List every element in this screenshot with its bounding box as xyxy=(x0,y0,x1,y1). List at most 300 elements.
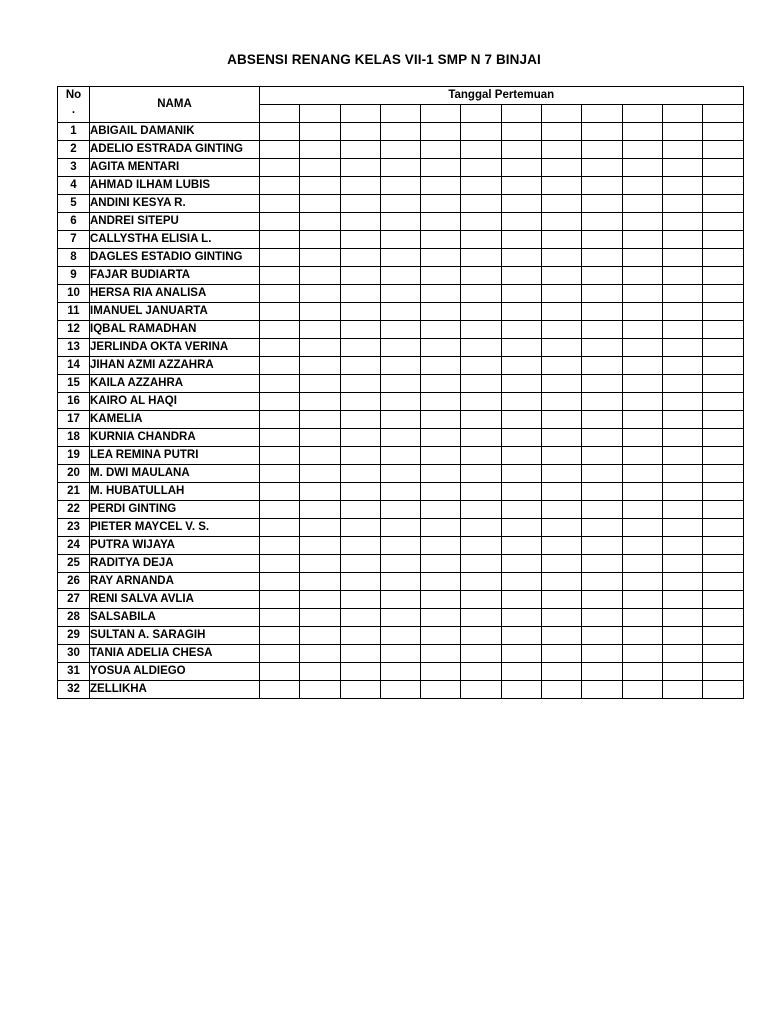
attendance-cell[interactable] xyxy=(421,429,461,447)
attendance-cell[interactable] xyxy=(501,483,541,501)
attendance-cell[interactable] xyxy=(340,339,380,357)
attendance-cell[interactable] xyxy=(380,645,420,663)
attendance-cell[interactable] xyxy=(662,429,702,447)
attendance-cell[interactable] xyxy=(461,339,501,357)
attendance-cell[interactable] xyxy=(380,123,420,141)
attendance-cell[interactable] xyxy=(260,123,300,141)
attendance-cell[interactable] xyxy=(662,123,702,141)
attendance-cell[interactable] xyxy=(421,249,461,267)
attendance-cell[interactable] xyxy=(542,303,582,321)
attendance-cell[interactable] xyxy=(662,375,702,393)
attendance-cell[interactable] xyxy=(421,195,461,213)
attendance-cell[interactable] xyxy=(380,159,420,177)
attendance-cell[interactable] xyxy=(622,501,662,519)
attendance-cell[interactable] xyxy=(300,555,340,573)
attendance-cell[interactable] xyxy=(501,177,541,195)
attendance-cell[interactable] xyxy=(300,339,340,357)
attendance-cell[interactable] xyxy=(300,213,340,231)
attendance-cell[interactable] xyxy=(300,285,340,303)
attendance-cell[interactable] xyxy=(703,231,743,249)
attendance-cell[interactable] xyxy=(260,159,300,177)
attendance-cell[interactable] xyxy=(703,465,743,483)
attendance-cell[interactable] xyxy=(340,627,380,645)
attendance-cell[interactable] xyxy=(380,357,420,375)
attendance-cell[interactable] xyxy=(421,123,461,141)
attendance-cell[interactable] xyxy=(461,447,501,465)
attendance-cell[interactable] xyxy=(421,537,461,555)
attendance-cell[interactable] xyxy=(380,591,420,609)
attendance-cell[interactable] xyxy=(461,285,501,303)
attendance-cell[interactable] xyxy=(421,375,461,393)
attendance-cell[interactable] xyxy=(380,627,420,645)
attendance-cell[interactable] xyxy=(421,303,461,321)
attendance-cell[interactable] xyxy=(703,249,743,267)
attendance-cell[interactable] xyxy=(622,141,662,159)
attendance-cell[interactable] xyxy=(501,429,541,447)
attendance-cell[interactable] xyxy=(340,663,380,681)
attendance-cell[interactable] xyxy=(582,447,622,465)
attendance-cell[interactable] xyxy=(260,555,300,573)
attendance-cell[interactable] xyxy=(542,123,582,141)
attendance-cell[interactable] xyxy=(703,627,743,645)
attendance-cell[interactable] xyxy=(622,573,662,591)
attendance-cell[interactable] xyxy=(421,393,461,411)
attendance-cell[interactable] xyxy=(501,141,541,159)
attendance-cell[interactable] xyxy=(582,303,622,321)
attendance-cell[interactable] xyxy=(662,411,702,429)
attendance-cell[interactable] xyxy=(582,231,622,249)
attendance-cell[interactable] xyxy=(703,213,743,231)
attendance-cell[interactable] xyxy=(380,681,420,699)
attendance-cell[interactable] xyxy=(582,195,622,213)
attendance-cell[interactable] xyxy=(703,555,743,573)
attendance-cell[interactable] xyxy=(260,411,300,429)
attendance-cell[interactable] xyxy=(340,177,380,195)
attendance-cell[interactable] xyxy=(662,555,702,573)
attendance-cell[interactable] xyxy=(300,393,340,411)
attendance-cell[interactable] xyxy=(300,267,340,285)
attendance-cell[interactable] xyxy=(421,213,461,231)
attendance-cell[interactable] xyxy=(622,483,662,501)
date-header-cell[interactable] xyxy=(340,105,380,123)
date-header-cell[interactable] xyxy=(421,105,461,123)
attendance-cell[interactable] xyxy=(380,267,420,285)
attendance-cell[interactable] xyxy=(662,501,702,519)
attendance-cell[interactable] xyxy=(622,303,662,321)
attendance-cell[interactable] xyxy=(703,519,743,537)
attendance-cell[interactable] xyxy=(461,123,501,141)
attendance-cell[interactable] xyxy=(582,627,622,645)
attendance-cell[interactable] xyxy=(622,465,662,483)
attendance-cell[interactable] xyxy=(501,213,541,231)
attendance-cell[interactable] xyxy=(380,177,420,195)
attendance-cell[interactable] xyxy=(501,357,541,375)
attendance-cell[interactable] xyxy=(662,537,702,555)
attendance-cell[interactable] xyxy=(421,357,461,375)
attendance-cell[interactable] xyxy=(501,231,541,249)
attendance-cell[interactable] xyxy=(260,195,300,213)
attendance-cell[interactable] xyxy=(542,429,582,447)
attendance-cell[interactable] xyxy=(662,177,702,195)
attendance-cell[interactable] xyxy=(380,393,420,411)
attendance-cell[interactable] xyxy=(582,483,622,501)
attendance-cell[interactable] xyxy=(542,645,582,663)
attendance-cell[interactable] xyxy=(300,123,340,141)
attendance-cell[interactable] xyxy=(582,681,622,699)
attendance-cell[interactable] xyxy=(461,141,501,159)
attendance-cell[interactable] xyxy=(380,375,420,393)
attendance-cell[interactable] xyxy=(461,609,501,627)
attendance-cell[interactable] xyxy=(421,573,461,591)
attendance-cell[interactable] xyxy=(622,429,662,447)
attendance-cell[interactable] xyxy=(260,501,300,519)
attendance-cell[interactable] xyxy=(300,231,340,249)
attendance-cell[interactable] xyxy=(542,195,582,213)
attendance-cell[interactable] xyxy=(340,681,380,699)
attendance-cell[interactable] xyxy=(461,465,501,483)
attendance-cell[interactable] xyxy=(542,357,582,375)
attendance-cell[interactable] xyxy=(501,411,541,429)
attendance-cell[interactable] xyxy=(340,609,380,627)
attendance-cell[interactable] xyxy=(703,645,743,663)
attendance-cell[interactable] xyxy=(461,159,501,177)
attendance-cell[interactable] xyxy=(461,195,501,213)
attendance-cell[interactable] xyxy=(582,537,622,555)
attendance-cell[interactable] xyxy=(703,483,743,501)
attendance-cell[interactable] xyxy=(542,501,582,519)
attendance-cell[interactable] xyxy=(703,375,743,393)
attendance-cell[interactable] xyxy=(380,483,420,501)
attendance-cell[interactable] xyxy=(461,177,501,195)
attendance-cell[interactable] xyxy=(501,393,541,411)
attendance-cell[interactable] xyxy=(662,303,702,321)
attendance-cell[interactable] xyxy=(582,375,622,393)
attendance-cell[interactable] xyxy=(340,375,380,393)
attendance-cell[interactable] xyxy=(622,159,662,177)
attendance-cell[interactable] xyxy=(501,321,541,339)
attendance-cell[interactable] xyxy=(340,447,380,465)
attendance-cell[interactable] xyxy=(461,681,501,699)
attendance-cell[interactable] xyxy=(380,321,420,339)
attendance-cell[interactable] xyxy=(662,609,702,627)
attendance-cell[interactable] xyxy=(622,591,662,609)
attendance-cell[interactable] xyxy=(582,573,622,591)
attendance-cell[interactable] xyxy=(300,159,340,177)
attendance-cell[interactable] xyxy=(501,195,541,213)
date-header-cell[interactable] xyxy=(582,105,622,123)
attendance-cell[interactable] xyxy=(542,447,582,465)
attendance-cell[interactable] xyxy=(300,141,340,159)
attendance-cell[interactable] xyxy=(662,357,702,375)
attendance-cell[interactable] xyxy=(461,411,501,429)
attendance-cell[interactable] xyxy=(380,501,420,519)
attendance-cell[interactable] xyxy=(380,555,420,573)
attendance-cell[interactable] xyxy=(501,591,541,609)
attendance-cell[interactable] xyxy=(542,465,582,483)
attendance-cell[interactable] xyxy=(461,645,501,663)
attendance-cell[interactable] xyxy=(340,357,380,375)
attendance-cell[interactable] xyxy=(542,537,582,555)
attendance-cell[interactable] xyxy=(461,357,501,375)
attendance-cell[interactable] xyxy=(300,501,340,519)
attendance-cell[interactable] xyxy=(542,339,582,357)
attendance-cell[interactable] xyxy=(380,447,420,465)
attendance-cell[interactable] xyxy=(662,249,702,267)
attendance-cell[interactable] xyxy=(501,249,541,267)
attendance-cell[interactable] xyxy=(622,195,662,213)
attendance-cell[interactable] xyxy=(622,609,662,627)
attendance-cell[interactable] xyxy=(703,285,743,303)
attendance-cell[interactable] xyxy=(582,411,622,429)
attendance-cell[interactable] xyxy=(622,537,662,555)
attendance-cell[interactable] xyxy=(582,645,622,663)
attendance-cell[interactable] xyxy=(501,555,541,573)
attendance-cell[interactable] xyxy=(300,357,340,375)
attendance-cell[interactable] xyxy=(622,249,662,267)
attendance-cell[interactable] xyxy=(340,537,380,555)
attendance-cell[interactable] xyxy=(260,267,300,285)
attendance-cell[interactable] xyxy=(461,213,501,231)
attendance-cell[interactable] xyxy=(703,537,743,555)
date-header-cell[interactable] xyxy=(703,105,743,123)
date-header-cell[interactable] xyxy=(542,105,582,123)
attendance-cell[interactable] xyxy=(421,177,461,195)
attendance-cell[interactable] xyxy=(501,159,541,177)
attendance-cell[interactable] xyxy=(703,663,743,681)
attendance-cell[interactable] xyxy=(582,663,622,681)
attendance-cell[interactable] xyxy=(340,519,380,537)
attendance-cell[interactable] xyxy=(260,519,300,537)
attendance-cell[interactable] xyxy=(501,285,541,303)
attendance-cell[interactable] xyxy=(461,375,501,393)
attendance-cell[interactable] xyxy=(582,177,622,195)
attendance-cell[interactable] xyxy=(582,285,622,303)
attendance-cell[interactable] xyxy=(542,609,582,627)
attendance-cell[interactable] xyxy=(622,375,662,393)
date-header-cell[interactable] xyxy=(662,105,702,123)
attendance-cell[interactable] xyxy=(461,267,501,285)
attendance-cell[interactable] xyxy=(421,663,461,681)
attendance-cell[interactable] xyxy=(662,627,702,645)
attendance-cell[interactable] xyxy=(421,141,461,159)
attendance-cell[interactable] xyxy=(703,177,743,195)
attendance-cell[interactable] xyxy=(542,555,582,573)
attendance-cell[interactable] xyxy=(542,591,582,609)
attendance-cell[interactable] xyxy=(260,285,300,303)
attendance-cell[interactable] xyxy=(260,357,300,375)
attendance-cell[interactable] xyxy=(260,663,300,681)
attendance-cell[interactable] xyxy=(622,519,662,537)
attendance-cell[interactable] xyxy=(582,249,622,267)
attendance-cell[interactable] xyxy=(582,339,622,357)
attendance-cell[interactable] xyxy=(461,501,501,519)
attendance-cell[interactable] xyxy=(703,609,743,627)
attendance-cell[interactable] xyxy=(260,375,300,393)
attendance-cell[interactable] xyxy=(461,591,501,609)
attendance-cell[interactable] xyxy=(542,681,582,699)
attendance-cell[interactable] xyxy=(622,123,662,141)
attendance-cell[interactable] xyxy=(260,249,300,267)
attendance-cell[interactable] xyxy=(421,501,461,519)
attendance-cell[interactable] xyxy=(582,321,622,339)
attendance-cell[interactable] xyxy=(662,663,702,681)
attendance-cell[interactable] xyxy=(461,627,501,645)
attendance-cell[interactable] xyxy=(461,393,501,411)
attendance-cell[interactable] xyxy=(703,303,743,321)
attendance-cell[interactable] xyxy=(340,285,380,303)
attendance-cell[interactable] xyxy=(542,411,582,429)
attendance-cell[interactable] xyxy=(501,303,541,321)
attendance-cell[interactable] xyxy=(703,339,743,357)
attendance-cell[interactable] xyxy=(542,231,582,249)
attendance-cell[interactable] xyxy=(461,483,501,501)
attendance-cell[interactable] xyxy=(340,393,380,411)
attendance-cell[interactable] xyxy=(421,339,461,357)
attendance-cell[interactable] xyxy=(582,159,622,177)
attendance-cell[interactable] xyxy=(260,573,300,591)
attendance-cell[interactable] xyxy=(622,357,662,375)
attendance-cell[interactable] xyxy=(582,555,622,573)
attendance-cell[interactable] xyxy=(703,195,743,213)
attendance-cell[interactable] xyxy=(300,195,340,213)
attendance-cell[interactable] xyxy=(260,393,300,411)
attendance-cell[interactable] xyxy=(340,213,380,231)
attendance-cell[interactable] xyxy=(501,663,541,681)
attendance-cell[interactable] xyxy=(380,231,420,249)
attendance-cell[interactable] xyxy=(421,519,461,537)
attendance-cell[interactable] xyxy=(622,231,662,249)
attendance-cell[interactable] xyxy=(461,429,501,447)
attendance-cell[interactable] xyxy=(542,483,582,501)
attendance-cell[interactable] xyxy=(300,429,340,447)
date-header-cell[interactable] xyxy=(501,105,541,123)
attendance-cell[interactable] xyxy=(542,393,582,411)
attendance-cell[interactable] xyxy=(662,681,702,699)
attendance-cell[interactable] xyxy=(300,573,340,591)
attendance-cell[interactable] xyxy=(703,357,743,375)
attendance-cell[interactable] xyxy=(582,213,622,231)
attendance-cell[interactable] xyxy=(662,573,702,591)
attendance-cell[interactable] xyxy=(260,141,300,159)
attendance-cell[interactable] xyxy=(501,681,541,699)
attendance-cell[interactable] xyxy=(260,645,300,663)
attendance-cell[interactable] xyxy=(622,339,662,357)
attendance-cell[interactable] xyxy=(340,591,380,609)
attendance-cell[interactable] xyxy=(703,393,743,411)
attendance-cell[interactable] xyxy=(421,483,461,501)
attendance-cell[interactable] xyxy=(542,627,582,645)
date-header-cell[interactable] xyxy=(260,105,300,123)
attendance-cell[interactable] xyxy=(421,267,461,285)
attendance-cell[interactable] xyxy=(380,303,420,321)
attendance-cell[interactable] xyxy=(622,321,662,339)
attendance-cell[interactable] xyxy=(461,555,501,573)
attendance-cell[interactable] xyxy=(662,285,702,303)
attendance-cell[interactable] xyxy=(260,627,300,645)
attendance-cell[interactable] xyxy=(542,141,582,159)
attendance-cell[interactable] xyxy=(421,645,461,663)
attendance-cell[interactable] xyxy=(662,483,702,501)
attendance-cell[interactable] xyxy=(380,573,420,591)
attendance-cell[interactable] xyxy=(260,537,300,555)
attendance-cell[interactable] xyxy=(421,681,461,699)
attendance-cell[interactable] xyxy=(340,249,380,267)
attendance-cell[interactable] xyxy=(461,231,501,249)
attendance-cell[interactable] xyxy=(542,285,582,303)
attendance-cell[interactable] xyxy=(340,141,380,159)
attendance-cell[interactable] xyxy=(662,339,702,357)
attendance-cell[interactable] xyxy=(421,411,461,429)
attendance-cell[interactable] xyxy=(380,465,420,483)
attendance-cell[interactable] xyxy=(380,141,420,159)
attendance-cell[interactable] xyxy=(622,447,662,465)
attendance-cell[interactable] xyxy=(380,411,420,429)
attendance-cell[interactable] xyxy=(461,519,501,537)
attendance-cell[interactable] xyxy=(300,663,340,681)
attendance-cell[interactable] xyxy=(542,573,582,591)
attendance-cell[interactable] xyxy=(380,249,420,267)
attendance-cell[interactable] xyxy=(340,645,380,663)
attendance-cell[interactable] xyxy=(380,537,420,555)
attendance-cell[interactable] xyxy=(380,339,420,357)
attendance-cell[interactable] xyxy=(340,483,380,501)
attendance-cell[interactable] xyxy=(421,591,461,609)
attendance-cell[interactable] xyxy=(300,465,340,483)
attendance-cell[interactable] xyxy=(380,195,420,213)
attendance-cell[interactable] xyxy=(542,375,582,393)
attendance-cell[interactable] xyxy=(662,321,702,339)
attendance-cell[interactable] xyxy=(421,231,461,249)
attendance-cell[interactable] xyxy=(501,519,541,537)
attendance-cell[interactable] xyxy=(380,285,420,303)
attendance-cell[interactable] xyxy=(703,123,743,141)
attendance-cell[interactable] xyxy=(501,501,541,519)
date-header-cell[interactable] xyxy=(300,105,340,123)
attendance-cell[interactable] xyxy=(260,429,300,447)
attendance-cell[interactable] xyxy=(662,519,702,537)
attendance-cell[interactable] xyxy=(703,321,743,339)
attendance-cell[interactable] xyxy=(542,177,582,195)
attendance-cell[interactable] xyxy=(703,411,743,429)
attendance-cell[interactable] xyxy=(300,537,340,555)
attendance-cell[interactable] xyxy=(300,321,340,339)
attendance-cell[interactable] xyxy=(501,465,541,483)
attendance-cell[interactable] xyxy=(260,483,300,501)
attendance-cell[interactable] xyxy=(662,447,702,465)
attendance-cell[interactable] xyxy=(662,591,702,609)
attendance-cell[interactable] xyxy=(421,627,461,645)
attendance-cell[interactable] xyxy=(703,141,743,159)
attendance-cell[interactable] xyxy=(582,123,622,141)
date-header-cell[interactable] xyxy=(380,105,420,123)
attendance-cell[interactable] xyxy=(421,447,461,465)
attendance-cell[interactable] xyxy=(703,591,743,609)
attendance-cell[interactable] xyxy=(703,501,743,519)
attendance-cell[interactable] xyxy=(622,411,662,429)
attendance-cell[interactable] xyxy=(380,663,420,681)
attendance-cell[interactable] xyxy=(662,267,702,285)
attendance-cell[interactable] xyxy=(542,663,582,681)
attendance-cell[interactable] xyxy=(380,429,420,447)
attendance-cell[interactable] xyxy=(703,267,743,285)
attendance-cell[interactable] xyxy=(340,555,380,573)
attendance-cell[interactable] xyxy=(340,411,380,429)
attendance-cell[interactable] xyxy=(582,501,622,519)
attendance-cell[interactable] xyxy=(260,681,300,699)
attendance-cell[interactable] xyxy=(340,159,380,177)
attendance-cell[interactable] xyxy=(622,213,662,231)
attendance-cell[interactable] xyxy=(421,159,461,177)
